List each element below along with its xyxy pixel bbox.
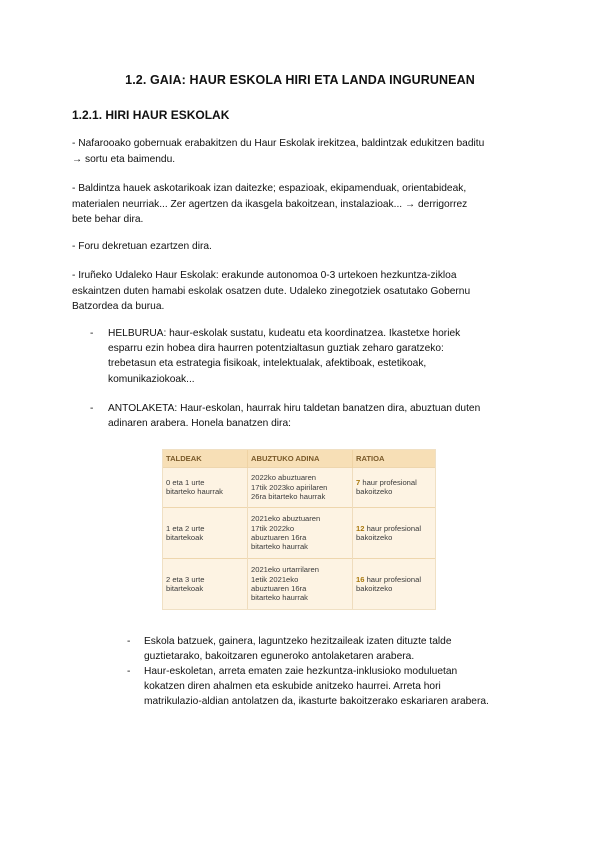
- cell-line: abuztuaren 16ra: [251, 532, 307, 542]
- age-cell: [248, 507, 353, 558]
- list-item-line: komunikaziokoak...: [108, 373, 195, 385]
- bullet-dash: -: [127, 636, 131, 647]
- list-item-line: guztietarako, bakoitzaren eguneroko antolaketaren arabera.: [144, 651, 415, 663]
- cell-line: 17tik 2023ko apirilaren: [251, 482, 328, 492]
- paragraph-line: - Iruñeko Udaleko Haur Eskolak: erakunde autonomoa 0-3 urtekoen hezkuntza-zikloa: [72, 270, 457, 281]
- table-header: RATIOA: [353, 450, 436, 468]
- list-item-line: matrikulazio-aldian antolatzen da, ikasturte bakoitzerako eskariaren arabera.: [144, 696, 489, 708]
- cell-line: bitarteko haurrak: [251, 593, 308, 603]
- ratio-number: 12: [356, 523, 365, 533]
- list-item-line: ANTOLAKETA: Haur-eskolan, haurrak hiru taldetan banatzen dira, abuztuan duten: [108, 403, 481, 414]
- bullet-dash: -: [90, 328, 94, 339]
- cell-line: bitartekoak: [166, 532, 204, 542]
- cell-line: 17tik 2022ko: [251, 523, 295, 533]
- cell-line: haur profesional: [366, 574, 422, 584]
- table-header: TALDEAK: [163, 450, 248, 468]
- cell-line: 0 eta 1 urte: [166, 478, 205, 488]
- list-item-line: Eskola batzuek, gainera, laguntzeko hezitzaileak izaten dituzte talde: [144, 636, 452, 647]
- table-row: [163, 507, 435, 558]
- age-cell: [248, 468, 353, 508]
- cell-line: 2 eta 3 urte: [166, 574, 205, 584]
- cell-line: 1 eta 2 urte: [166, 523, 205, 533]
- bullet-dash: -: [127, 666, 131, 677]
- paragraph-line: - Foru dekretuan ezartzen dira.: [72, 241, 212, 252]
- list-item-line: trebetasun eta estrategia fisikoak, intelektualak, afektiboak, estetikoak,: [108, 358, 427, 370]
- paragraph: [72, 239, 528, 255]
- section-heading: 1.2.1. HIRI HAUR ESKOLAK: [72, 108, 230, 122]
- paragraph-line: bete behar dira.: [72, 214, 144, 225]
- cell-line: 2021eko abuztuaren: [251, 514, 321, 524]
- list-item-line: HELBURUA: haur-eskolak sustatu, kudeatu eta koordinatzea. Ikastetxe horiek: [108, 328, 461, 339]
- cell-line: bakoitzeko: [356, 583, 393, 593]
- cell-line: 26ra bitarteko haurrak: [251, 492, 326, 502]
- cell-line: bitartekoak: [166, 583, 204, 593]
- cell-line: haur profesional: [362, 478, 417, 488]
- list-item-line: Haur-eskoletan, arreta ematen zaie hezkuntza-inklusioko moduluetan: [144, 666, 458, 677]
- table-row: [163, 468, 435, 508]
- group-cell: [163, 468, 248, 508]
- paragraph-line: eskaintzen duten hamabi eskolak osatzen dute. Udaleko zinegotziek osatutako Gobernu: [72, 285, 471, 297]
- cell-line: abuztuaren 16ra: [251, 583, 307, 593]
- group-cell: [163, 507, 248, 558]
- list-item-line: kokatzen diren ahalmen eta eskubide anitzeko haurrei. Arreta hori: [144, 681, 441, 693]
- ratio-number: 7: [356, 478, 361, 488]
- cell-line: haur profesional: [366, 523, 422, 533]
- age-cell: [248, 558, 353, 609]
- table-header: ABUZTUKO ADINA: [248, 450, 353, 468]
- page-title: 1.2. GAIA: HAUR ESKOLA HIRI ETA LANDA INGURUNEAN: [125, 73, 475, 87]
- bullet-dash: -: [90, 403, 94, 414]
- cell-line: bitarteko haurrak: [166, 487, 223, 497]
- paragraph-line: Batzordea da burua.: [72, 301, 165, 312]
- group-cell: [163, 558, 248, 609]
- cell-line: 2021eko urtarrilaren: [251, 565, 319, 575]
- cell-line: bakoitzeko: [356, 532, 393, 542]
- table-row: [163, 558, 435, 609]
- ratio-cell: [353, 468, 436, 508]
- paragraph-line: materialen neurriak... Zer agertzen da ikasgela bakoitzean, instalazioak... → derrigorrez: [72, 198, 468, 210]
- paragraph-line: → sortu eta baimendu.: [72, 153, 176, 165]
- cell-line: 1etik 2021eko: [251, 574, 299, 584]
- cell-line: 2022ko abuztuaren: [251, 473, 317, 483]
- paragraph-line: - Baldintza hauek askotarikoak izan daitezke; espazioak, ekipamenduak, orientabideak,: [72, 183, 467, 194]
- cell-line: bitarteko haurrak: [251, 542, 308, 552]
- paragraph: [72, 268, 528, 315]
- paragraph-line: - Nafarooako gobernuak erabakitzen du Haur Eskolak irekitzea, baldintzak edukitzen baditu: [72, 138, 485, 149]
- list-item-line: adinaren arabera. Honela banatzen dira:: [108, 418, 291, 430]
- list-item-line: esparru ezin hobea dira haurren potentzialtasun guztiak zeharo garatzeko:: [108, 343, 444, 355]
- table-header-row: [163, 450, 435, 468]
- ratio-cell: [353, 558, 436, 609]
- age-groups-table: [162, 449, 436, 610]
- paragraph: [72, 181, 528, 228]
- paragraph: [72, 136, 528, 167]
- ratio-cell: [353, 507, 436, 558]
- cell-line: bakoitzeko: [356, 487, 393, 497]
- ratio-number: 16: [356, 574, 365, 584]
